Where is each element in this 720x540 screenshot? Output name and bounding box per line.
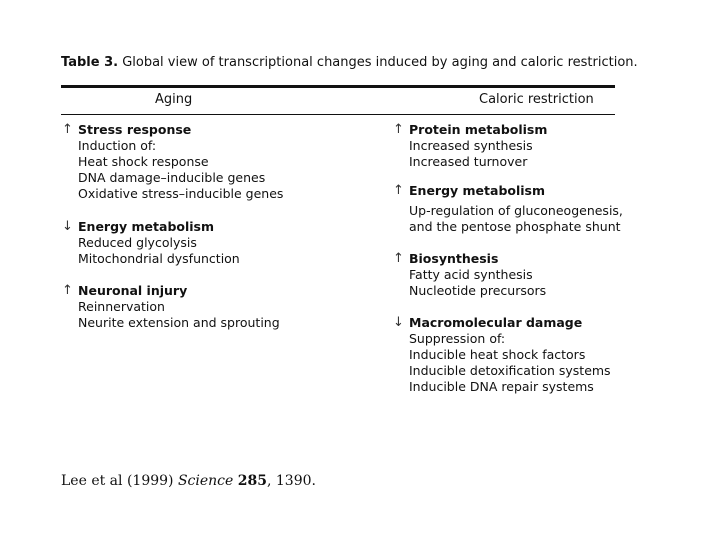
citation-volume: 285 bbox=[237, 473, 267, 489]
top-rule bbox=[61, 85, 615, 88]
table-label: Table 3. bbox=[61, 55, 119, 70]
header-aging: Aging bbox=[155, 92, 193, 107]
arrow-up-icon: ↑ bbox=[393, 183, 404, 198]
cr-group-macromolecular-damage bbox=[393, 315, 611, 395]
aging-group-energy-metabolism bbox=[62, 219, 240, 267]
group-item: Inducible detoxification systems bbox=[409, 363, 611, 378]
group-heading: Energy metabolism bbox=[409, 183, 546, 198]
group-item: Fatty acid synthesis bbox=[409, 267, 533, 282]
group-item: and the pentose phosphate shunt bbox=[409, 219, 621, 234]
group-item: DNA damage–inducible genes bbox=[78, 170, 266, 185]
citation-page: , 1390. bbox=[267, 473, 316, 489]
group-heading: Energy metabolism bbox=[78, 219, 215, 234]
group-heading: Macromolecular damage bbox=[409, 315, 583, 330]
table-caption bbox=[61, 55, 638, 70]
group-heading: Biosynthesis bbox=[409, 251, 499, 266]
group-item: Oxidative stress–inducible genes bbox=[78, 186, 284, 201]
group-item: Suppression of: bbox=[409, 331, 506, 346]
arrow-down-icon: ↓ bbox=[62, 219, 73, 234]
group-item: Nucleotide precursors bbox=[409, 283, 547, 298]
arrow-up-icon: ↑ bbox=[393, 251, 404, 266]
cr-group-protein-metabolism bbox=[393, 122, 548, 170]
aging-group-stress-response bbox=[62, 122, 284, 202]
header-rule bbox=[61, 114, 615, 115]
cr-group-biosynthesis bbox=[393, 251, 547, 299]
group-heading: Stress response bbox=[78, 122, 192, 137]
group-item: Increased synthesis bbox=[409, 138, 533, 153]
citation-authors: Lee et al (1999) bbox=[61, 473, 174, 489]
header-caloric-restriction: Caloric restriction bbox=[479, 92, 594, 107]
group-item: Increased turnover bbox=[409, 154, 528, 169]
group-item: Inducible DNA repair systems bbox=[409, 379, 594, 394]
arrow-up-icon: ↑ bbox=[62, 283, 73, 298]
group-item: Inducible heat shock factors bbox=[409, 347, 586, 362]
group-item: Up-regulation of gluconeogenesis, bbox=[409, 203, 623, 218]
group-item: Reduced glycolysis bbox=[78, 235, 197, 250]
citation-journal: Science bbox=[177, 473, 234, 489]
cr-group-energy-metabolism bbox=[393, 183, 623, 235]
arrow-up-icon: ↑ bbox=[393, 122, 404, 137]
group-item: Neurite extension and sprouting bbox=[78, 315, 280, 330]
group-heading: Protein metabolism bbox=[409, 122, 548, 137]
table-caption-text: Global view of transcriptional changes induced by aging and caloric restriction. bbox=[122, 55, 638, 70]
aging-group-neuronal-injury bbox=[62, 283, 280, 331]
group-item: Induction of: bbox=[78, 138, 157, 153]
group-item: Mitochondrial dysfunction bbox=[78, 251, 240, 266]
arrow-down-icon: ↓ bbox=[393, 315, 404, 330]
group-item: Reinnervation bbox=[78, 299, 165, 314]
group-item: Heat shock response bbox=[78, 154, 209, 169]
arrow-up-icon: ↑ bbox=[62, 122, 73, 137]
citation bbox=[61, 473, 316, 489]
group-heading: Neuronal injury bbox=[78, 283, 188, 298]
